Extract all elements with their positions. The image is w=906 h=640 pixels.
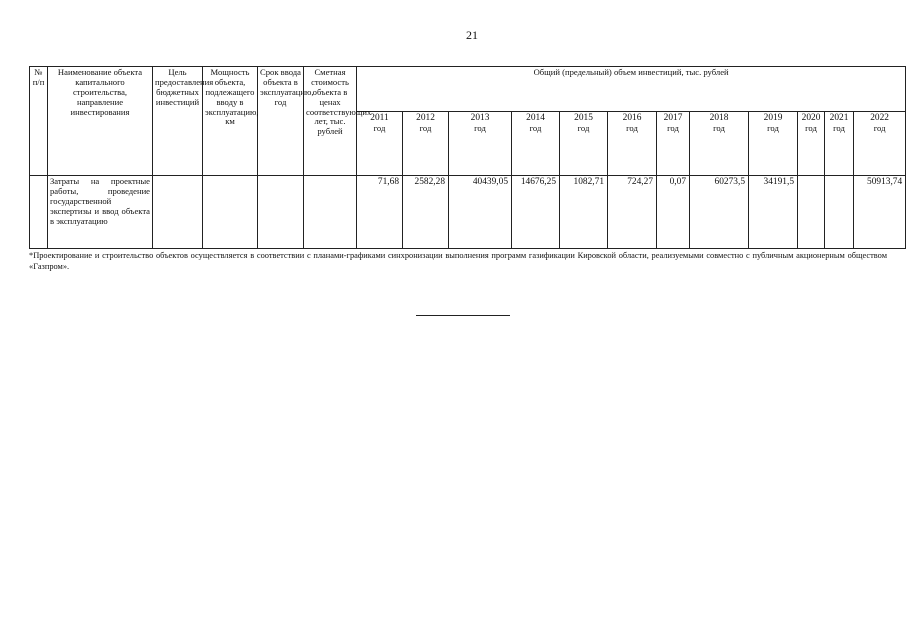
- cell-num: [30, 176, 48, 249]
- header-year-2013: 2013 год: [449, 112, 512, 176]
- header-total-investment: Общий (предельный) объем инвестиций, тыс. рублей: [357, 67, 906, 112]
- cell-value-2018: 60273,5: [690, 176, 749, 249]
- header-term: Срок ввода объекта в эксплуатацию, год: [258, 67, 304, 176]
- cell-value-2012: 2582,28: [403, 176, 449, 249]
- footnote: *Проектирование и строительство объектов осуществляется в соответствии с планами-графиками синхронизации выполнения программ газификации Кировской области, реализуемыми совместно с публичным акционерным обществом «Газпром».: [29, 251, 887, 271]
- cell-value-2017: 0,07: [657, 176, 690, 249]
- page-number: 21: [466, 28, 478, 42]
- header-num: № п/п: [30, 67, 48, 176]
- header-year-2012: 2012 год: [403, 112, 449, 176]
- header-year-2014: 2014 год: [512, 112, 560, 176]
- header-year-2021: 2021 год: [825, 112, 854, 176]
- cell-value-2019: 34191,5: [749, 176, 798, 249]
- header-year-2018: 2018 год: [690, 112, 749, 176]
- header-year-2020: 2020 год: [798, 112, 825, 176]
- cell-capacity: [203, 176, 258, 249]
- header-year-2017: 2017 год: [657, 112, 690, 176]
- header-capacity: Мощность объекта, подлежащего вводу в эксплуатацию, км: [203, 67, 258, 176]
- cell-purpose: [153, 176, 203, 249]
- header-purpose: Цель предоставления бюджетных инвестиций: [153, 67, 203, 176]
- cell-value-2013: 40439,05: [449, 176, 512, 249]
- cell-term: [258, 176, 304, 249]
- header-year-2015: 2015 год: [560, 112, 608, 176]
- header-year-2019: 2019 год: [749, 112, 798, 176]
- investment-table: [29, 66, 906, 249]
- cell-value-2021: [825, 176, 854, 249]
- cell-value-2022: 50913,74: [854, 176, 906, 249]
- cell-name: Затраты на проектные работы, проведение государственной экспертизы и ввод объекта в эксплуатацию: [48, 176, 153, 249]
- divider-line: [416, 315, 510, 316]
- table-row: [30, 176, 906, 249]
- cell-value-2015: 1082,71: [560, 176, 608, 249]
- header-estimated-cost: Сметная стоимость объекта в ценах соответствующих лет, тыс. рублей: [304, 67, 357, 176]
- cell-value-2011: 71,68: [357, 176, 403, 249]
- header-year-2016: 2016 год: [608, 112, 657, 176]
- header-year-2011: 2011 год: [357, 112, 403, 176]
- cell-value-2014: 14676,25: [512, 176, 560, 249]
- cell-value-2020: [798, 176, 825, 249]
- cell-estimated-cost: [304, 176, 357, 249]
- header-year-2022: 2022 год: [854, 112, 906, 176]
- header-name: Наименование объекта капитального строительства, направление инвестирования: [48, 67, 153, 176]
- cell-value-2016: 724,27: [608, 176, 657, 249]
